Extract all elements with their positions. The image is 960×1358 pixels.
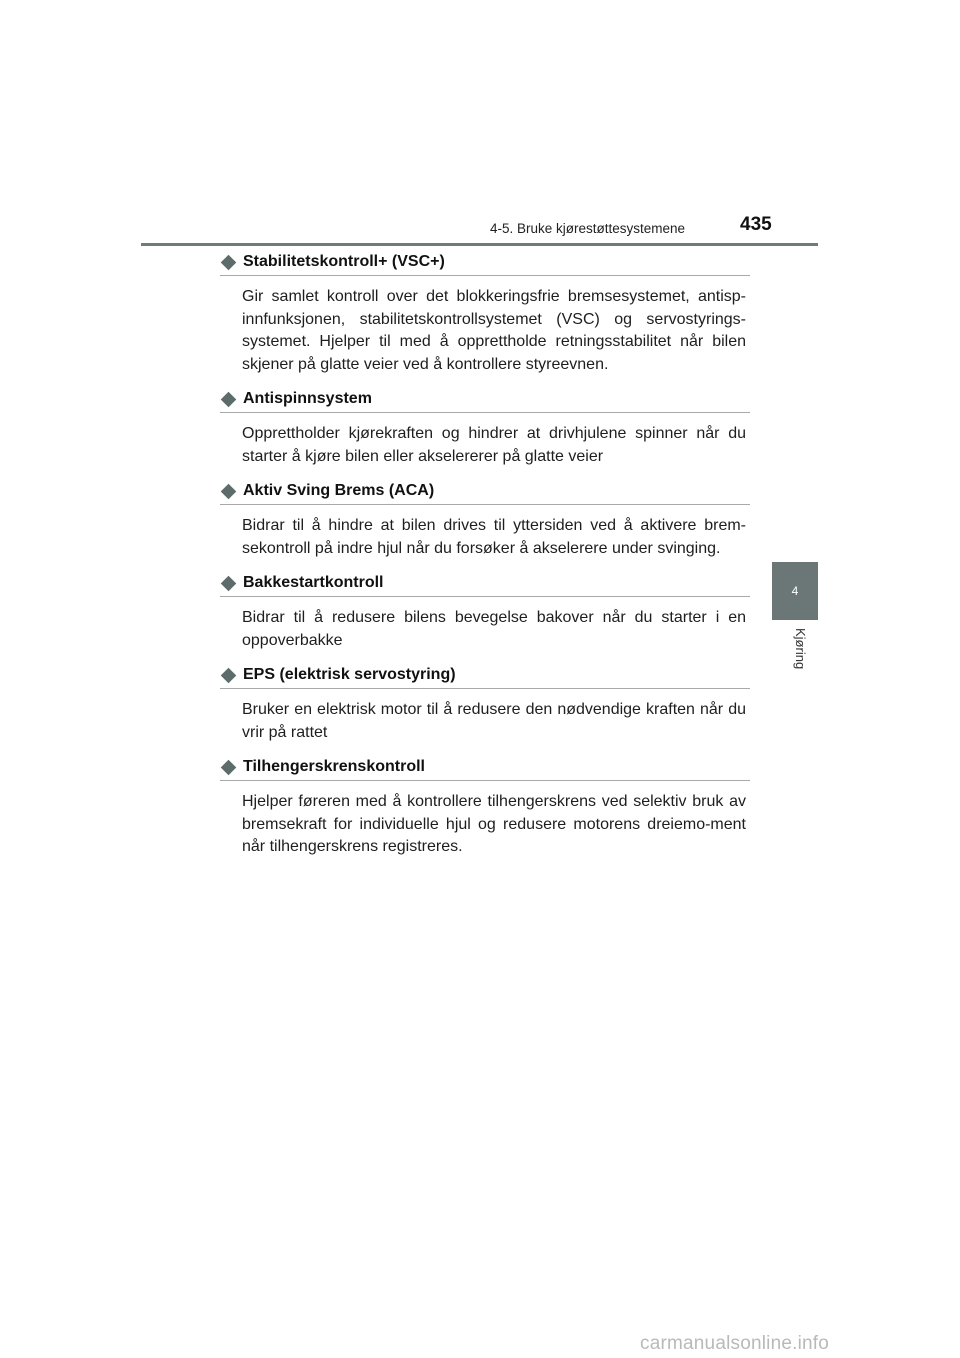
section-heading: [220, 253, 750, 276]
feature-section: [220, 482, 750, 560]
feature-section: [220, 253, 750, 376]
diamond-bullet-icon: [221, 483, 237, 499]
section-body: Opprettholder kjørekraften og hindrer at drivhjulene spinner når du starter å kjøre bilen eller akselererer på glatte veier: [242, 425, 746, 465]
section-body: Bruker en elektrisk motor til å redusere den nødvendige kraften når du vrir på rattet: [242, 701, 746, 741]
footer-watermark[interactable]: carmanualsonline.info: [640, 1333, 830, 1354]
page-number: 435: [740, 214, 772, 235]
section-body: Hjelper føreren med å kontrollere tilhengerskrens ved selektiv bruk av bremsekraft for individuelle hjul og redusere motorens dreiemo-ment når tilhengerskrens registreres.: [242, 793, 746, 855]
section-title: Stabilitetskontroll+ (VSC+): [243, 253, 445, 270]
section-body: Bidrar til å hindre at bilen drives til yttersiden ved å aktivere brem-sekontroll på indre hjul når du forsøker å akselerere under svinging.: [242, 517, 746, 557]
section-header: 4-5. Bruke kjørestøttesystemene: [490, 221, 686, 236]
section-heading: [220, 758, 750, 781]
diamond-bullet-icon: [221, 759, 237, 775]
section-heading: [220, 390, 750, 413]
section-heading: [220, 666, 750, 689]
chapter-tab[interactable]: [772, 562, 818, 620]
feature-section: [220, 574, 750, 652]
section-heading: [220, 574, 750, 597]
section-title: Aktiv Sving Brems (ACA): [243, 482, 435, 499]
section-body: Gir samlet kontroll over det blokkeringsfrie bremsesystemet, antisp-innfunksjonen, stabilitetskontrollsystemet (VSC) og servostyrings-systemet. Hjelper til med å opprettholde retningsstabilitet når bilen skjener på glatte veier ved å kontrollere styreevnen.: [242, 288, 746, 373]
feature-section: [220, 666, 750, 744]
diamond-bullet-icon: [221, 254, 237, 270]
header-divider: [141, 243, 818, 246]
section-heading: [220, 482, 750, 505]
section-body: Bidrar til å redusere bilens bevegelse bakover når du starter i en oppoverbakke: [242, 609, 746, 649]
diamond-bullet-icon: [221, 575, 237, 591]
section-title: Tilhengerskrenskontroll: [243, 758, 425, 775]
diamond-bullet-icon: [221, 391, 237, 407]
feature-section: [220, 758, 750, 859]
chapter-label: Kjøring: [793, 628, 808, 670]
feature-section: [220, 390, 750, 468]
diamond-bullet-icon: [221, 667, 237, 683]
section-title: Antispinnsystem: [243, 390, 372, 407]
chapter-number: 4: [791, 584, 799, 598]
section-title: Bakkestartkontroll: [243, 574, 384, 591]
section-title: EPS (elektrisk servostyring): [243, 666, 456, 683]
content-area: [220, 253, 750, 873]
